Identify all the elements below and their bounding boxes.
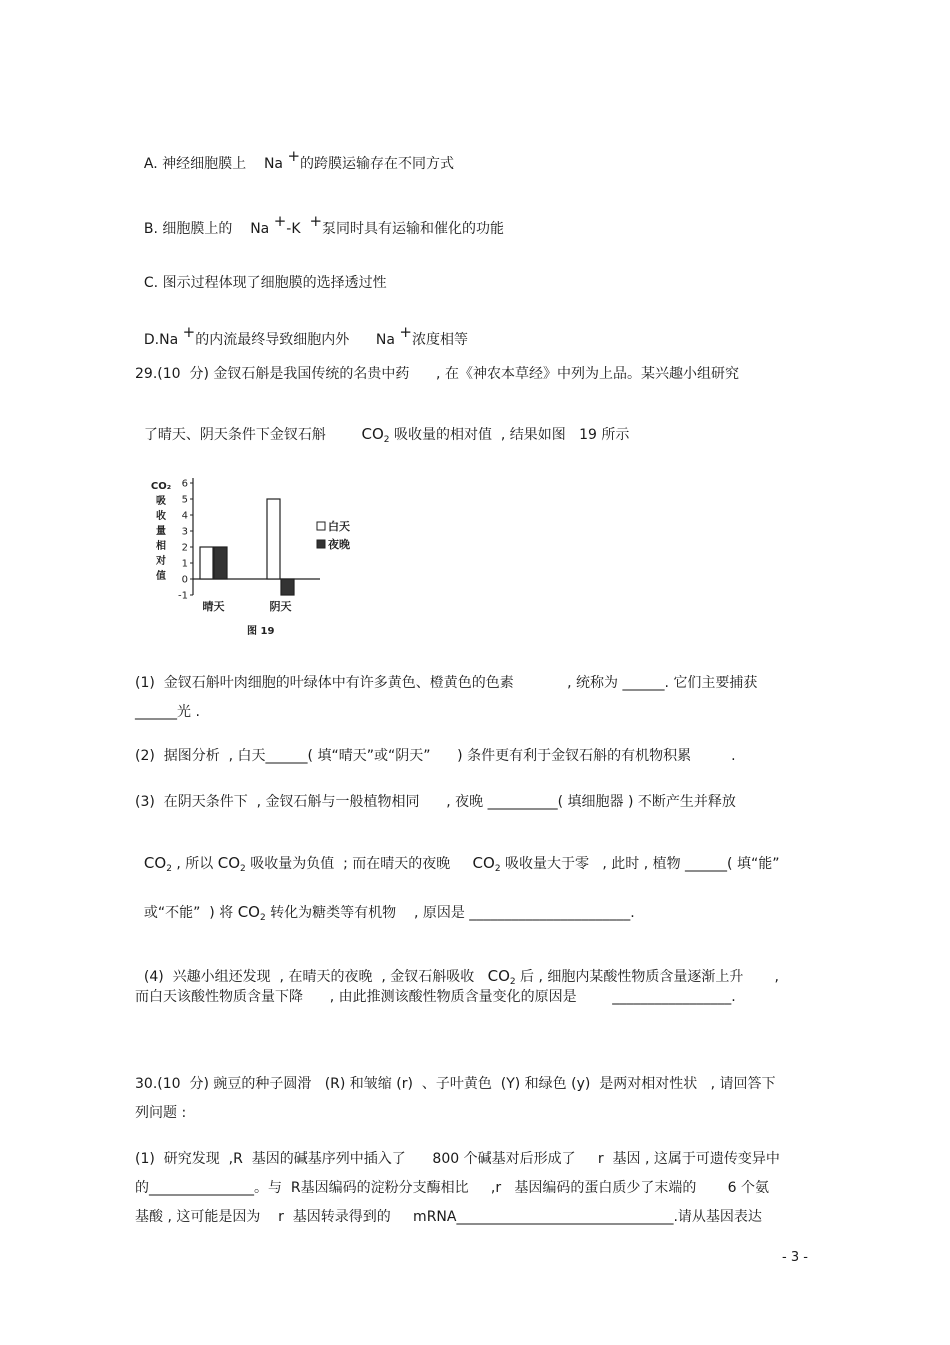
legend-label: 白天	[328, 520, 350, 533]
superscript-plus: +	[399, 323, 412, 341]
q29-part1-line2: ______光 .	[135, 704, 200, 720]
q29-part3-line2: $CO_2$ , 所以 $CO_2$ 吸收量为负值 ; 而在晴天的夜晚 $CO_2$ 吸收量大于零 , 此时 , 植物 ______( 填“能”	[143, 854, 780, 874]
co2-formula: $CO_2$	[472, 854, 501, 874]
y-tick-label: 5	[181, 494, 188, 506]
option-c-text: C. 图示过程体现了细胞膜的选择透过性	[143, 275, 387, 291]
y-tick-label: 0	[181, 574, 188, 586]
option-c	[135, 253, 387, 293]
option-a-text: A. 神经细胞膜上 Na	[143, 156, 288, 172]
option-b-text-mid: -K	[286, 221, 310, 237]
bar-chart	[145, 458, 425, 648]
y-label-char: 收	[156, 511, 166, 522]
q29-part2: (2) 据图分析 , 白天______( 填“晴天”或“阴天” ) 条件更有利于金钗石斛的有机物积累 .	[135, 748, 736, 764]
q29-intro-line2	[135, 404, 629, 445]
q30-intro-line1: 30.(10 分) 豌豆的种子圆滑 (R) 和皱缩 (r) 、子叶黄色 (Y) 和绿色 (y) 是两对相对性状 , 请回答下	[135, 1076, 776, 1092]
bar-阴天-夜晚	[281, 579, 294, 595]
bars	[200, 499, 294, 595]
y-tick-label: 4	[181, 510, 188, 522]
superscript-plus: +	[273, 212, 287, 230]
y-label-char: 值	[156, 571, 166, 582]
y-axis-label	[151, 481, 171, 582]
y-label-char: 对	[156, 556, 166, 567]
y-label-char: CO₂	[150, 481, 172, 492]
legend-label: 夜晚	[328, 538, 350, 551]
x-category-label: 阴天	[269, 600, 292, 613]
y-tick-label: 3	[181, 526, 188, 538]
y-label-char: 吸	[156, 496, 166, 507]
q29-part4-line2: 而白天该酸性物质含量下降 , 由此推测该酸性物质含量变化的原因是 _________________.	[135, 989, 736, 1005]
legend-swatch-白天	[317, 522, 325, 530]
option-d-text-mid: 的内流最终导致细胞内外 Na	[195, 332, 400, 348]
page-number: - 3 -	[782, 1250, 808, 1265]
q29-part3-line1: (3) 在阴天条件下 , 金钗石斛与一般植物相同 , 夜晚 __________( 填细胞器 ) 不断产生并释放	[135, 794, 736, 810]
option-d-text: D.Na	[143, 332, 183, 348]
y-tick-label: -1	[178, 590, 188, 602]
option-b-text-end: 泵同时具有运输和催化的功能	[322, 221, 505, 237]
figure-caption: 图 19	[247, 626, 275, 637]
co2-formula: $CO_2$	[237, 903, 266, 923]
co2-formula: $CO_2$	[487, 967, 516, 987]
q29-intro2-pre: 了晴天、阴天条件下金钗石斛	[143, 427, 362, 443]
x-category-label: 晴天	[202, 600, 225, 613]
q30-part1-line3: 基酸 , 这可能是因为 r 基因转录得到的 mRNA_______________________________.请从基因表达	[135, 1209, 762, 1225]
superscript-plus: +	[309, 212, 323, 230]
x-categories	[203, 599, 292, 613]
bar-阴天-白天	[267, 499, 280, 579]
option-b	[135, 199, 504, 239]
q30-part1-line1: (1) 研究发现 ,R 基因的碱基序列中插入了 800 个碱基对后形成了 r 基因 , 这属于可遗传变异中	[135, 1151, 780, 1167]
option-b-text: B. 细胞膜上的 Na	[143, 221, 274, 237]
option-d	[135, 310, 468, 350]
y-label-char: 相	[156, 541, 166, 552]
q29-part4-line1: (4) 兴趣小组还发现 , 在晴天的夜晚 , 金钗石斛吸收 $CO_2$ 后 , 细胞内某酸性物质含量逐渐上升 ,	[143, 967, 780, 987]
co2-formula: $CO_2$	[361, 425, 390, 445]
bar-晴天-夜晚	[214, 547, 227, 579]
q29-intro2-post: 吸收量的相对值 , 结果如图 19 所示	[389, 427, 630, 443]
q29-part3-line3: 或“不能” ) 将 $CO_2$ 转化为糖类等有机物 , 原因是 _______________________.	[143, 903, 635, 923]
legend-swatch-夜晚	[317, 540, 325, 548]
co2-formula: $CO_2$	[217, 854, 246, 874]
y-tick-label: 6	[181, 478, 188, 490]
q30-intro-line2: 列问题 :	[135, 1105, 187, 1121]
option-d-text-end: 浓度相等	[412, 332, 468, 348]
y-tick-label: 2	[181, 542, 188, 554]
y-tick-label: 1	[181, 558, 188, 570]
superscript-plus: +	[182, 323, 196, 341]
figure-19	[145, 458, 425, 648]
co2-formula: $CO_2$	[143, 854, 172, 874]
q30-part1-line2: 的_______________。与 R基因编码的淀粉分支酶相比 ,r 基因编码的蛋白质少了末端的 6 个氨	[135, 1180, 769, 1196]
superscript-plus: +	[287, 147, 301, 165]
chart-legend	[317, 519, 350, 551]
q29-part1-line1: (1) 金钗石斛叶肉细胞的叶绿体中有许多黄色、橙黄色的色素 , 统称为 ______. 它们主要捕获	[135, 675, 758, 691]
q29-intro-line1: 29.(10 分) 金钗石斛是我国传统的名贵中药 , 在《神农本草经》中列为上品。某兴趣小组研究	[135, 366, 739, 382]
option-a	[135, 134, 454, 174]
option-a-text-end: 的跨膜运输存在不同方式	[300, 156, 455, 172]
bar-晴天-白天	[200, 547, 213, 579]
y-label-char: 量	[156, 526, 166, 537]
y-ticks	[178, 479, 193, 602]
